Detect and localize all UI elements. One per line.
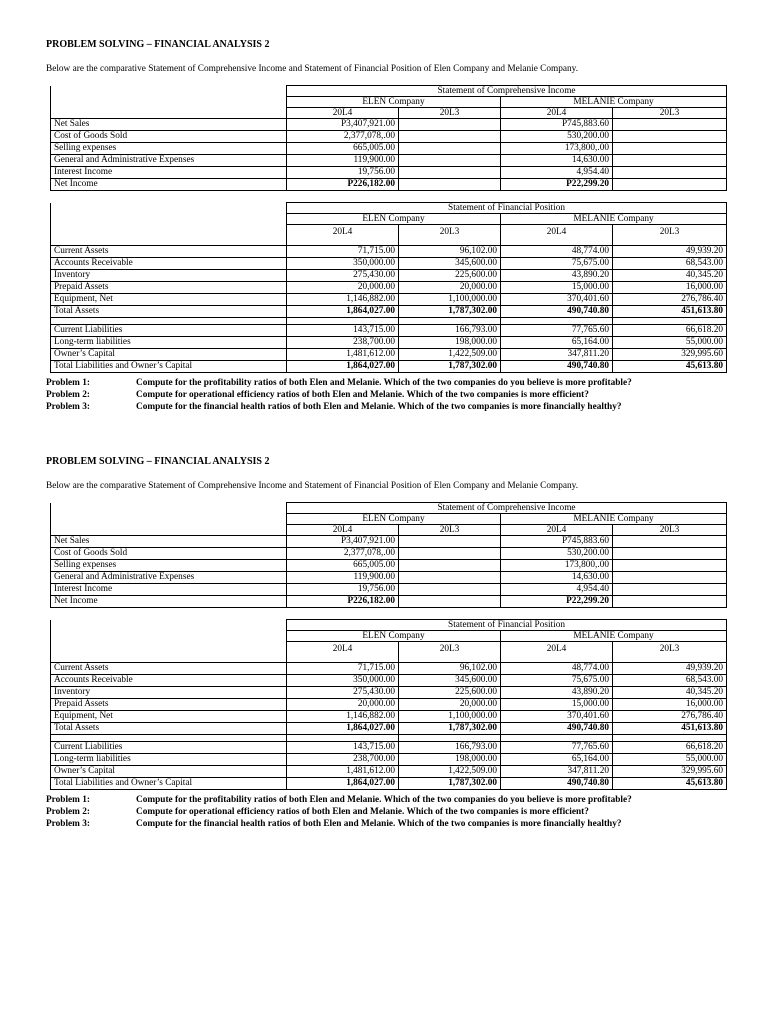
- row-value: 1,864,027.00: [287, 778, 399, 790]
- row-value: 49,939.20: [613, 663, 727, 675]
- table-row: [51, 325, 727, 337]
- table-row: [51, 131, 727, 143]
- row-value: 530,200.00: [501, 548, 613, 560]
- row-value: [399, 167, 501, 179]
- row-value: 347,811.20: [501, 766, 613, 778]
- table-row: [51, 742, 727, 754]
- row-label: Long-term liabilities: [51, 754, 287, 766]
- row-label: Selling expenses: [51, 143, 287, 155]
- row-value: 329,995.60: [613, 766, 727, 778]
- row-value: 238,700.00: [287, 754, 399, 766]
- year-header: 20L4: [501, 108, 613, 119]
- row-value: 15,000.00: [501, 699, 613, 711]
- row-value: 451,613.80: [613, 723, 727, 735]
- table-row: [51, 584, 727, 596]
- row-value: 1,864,027.00: [287, 306, 399, 318]
- row-label: Current Liabilities: [51, 325, 287, 337]
- row-value: 68,543.00: [613, 258, 727, 270]
- row-value: 276,786.40: [613, 294, 727, 306]
- row-label: Net Sales: [51, 119, 287, 131]
- problem-item: [46, 390, 726, 401]
- row-value: 55,000.00: [613, 754, 727, 766]
- row-label: Accounts Receivable: [51, 258, 287, 270]
- row-value: 350,000.00: [287, 675, 399, 687]
- table-row: [51, 548, 727, 560]
- row-value: 347,811.20: [501, 349, 613, 361]
- company-b-label: MELANIE Company: [501, 514, 727, 525]
- table-row: [51, 270, 727, 282]
- page-title: PROBLEM SOLVING – FINANCIAL ANALYSIS 2: [46, 39, 270, 50]
- row-label: Inventory: [51, 687, 287, 699]
- row-label: Equipment, Net: [51, 294, 287, 306]
- table-row: [51, 306, 727, 318]
- row-value: 1,146,882.00: [287, 294, 399, 306]
- row-value: 166,793.00: [399, 742, 501, 754]
- row-value: 75,675.00: [501, 258, 613, 270]
- row-value: [399, 155, 501, 167]
- row-value: 45,613.80: [613, 778, 727, 790]
- row-value: 238,700.00: [287, 337, 399, 349]
- year-header: 20L3: [613, 642, 727, 663]
- row-value: [613, 548, 727, 560]
- problem-item: [46, 402, 726, 413]
- row-value: 275,430.00: [287, 270, 399, 282]
- row-label: Cost of Goods Sold: [51, 131, 287, 143]
- row-value: P745,883.60: [501, 536, 613, 548]
- row-value: 119,900.00: [287, 572, 399, 584]
- row-value: 71,715.00: [287, 663, 399, 675]
- worksheet-copy-2: [46, 457, 726, 867]
- table-row: [51, 337, 727, 349]
- problem-label: Problem 3:: [46, 402, 90, 412]
- row-value: 1,864,027.00: [287, 723, 399, 735]
- row-value: [613, 155, 727, 167]
- problem-text: Compute for operational efficiency ratios of both Elen and Melanie. Which of the two companies is more efficient?: [136, 807, 589, 817]
- row-value: [399, 548, 501, 560]
- row-label: Net Income: [51, 596, 287, 608]
- year-header: 20L3: [613, 525, 727, 536]
- row-label: Long-term liabilities: [51, 337, 287, 349]
- row-value: [399, 560, 501, 572]
- table-row: [51, 294, 727, 306]
- row-value: 4,954.40: [501, 167, 613, 179]
- row-value: 1,787,302.00: [399, 778, 501, 790]
- row-value: 490,740.80: [501, 306, 613, 318]
- position-heading: Statement of Financial Position: [287, 203, 727, 214]
- table-row: [51, 536, 727, 548]
- problem-label: Problem 1:: [46, 378, 90, 388]
- table-row: [51, 560, 727, 572]
- table-row: [51, 179, 727, 191]
- row-value: 143,715.00: [287, 325, 399, 337]
- problem-text: Compute for the financial health ratios of both Elen and Melanie. Which of the two companies is more financially healthy?: [136, 402, 622, 412]
- row-value: 665,005.00: [287, 143, 399, 155]
- problem-text: Compute for the profitability ratios of both Elen and Melanie. Which of the two companies do you believe is more profitable?: [136, 795, 632, 805]
- row-value: 1,481,612.00: [287, 349, 399, 361]
- row-value: 345,600.00: [399, 675, 501, 687]
- row-value: 345,600.00: [399, 258, 501, 270]
- row-value: 1,481,612.00: [287, 766, 399, 778]
- row-value: [613, 572, 727, 584]
- table-row: [51, 687, 727, 699]
- row-value: [613, 131, 727, 143]
- row-value: P3,407,921.00: [287, 119, 399, 131]
- row-value: 45,613.80: [613, 361, 727, 373]
- row-value: [399, 143, 501, 155]
- row-label: Net Income: [51, 179, 287, 191]
- page-title: PROBLEM SOLVING – FINANCIAL ANALYSIS 2: [46, 456, 270, 467]
- row-label: Prepaid Assets: [51, 282, 287, 294]
- row-label: Prepaid Assets: [51, 699, 287, 711]
- year-header: 20L4: [287, 225, 399, 246]
- intro-text: Below are the comparative Statement of Comprehensive Income and Statement of Financial Position of Elen Company and Melanie Company.: [46, 64, 579, 74]
- row-value: 1,787,302.00: [399, 306, 501, 318]
- row-value: [613, 596, 727, 608]
- problems-list: [46, 795, 726, 831]
- row-value: 96,102.00: [399, 663, 501, 675]
- row-label: Equipment, Net: [51, 711, 287, 723]
- row-value: P745,883.60: [501, 119, 613, 131]
- row-value: 276,786.40: [613, 711, 727, 723]
- row-label: Owner’s Capital: [51, 349, 287, 361]
- row-label: Net Sales: [51, 536, 287, 548]
- row-value: 20,000.00: [399, 699, 501, 711]
- company-a-label: ELEN Company: [287, 97, 501, 108]
- year-header: 20L3: [613, 225, 727, 246]
- intro-text: Below are the comparative Statement of Comprehensive Income and Statement of Financial Position of Elen Company and Melanie Company.: [46, 481, 579, 491]
- row-value: 20,000.00: [399, 282, 501, 294]
- row-label: Inventory: [51, 270, 287, 282]
- row-value: [613, 119, 727, 131]
- table-row: [51, 766, 727, 778]
- problem-text: Compute for the financial health ratios of both Elen and Melanie. Which of the two companies is more financially healthy?: [136, 819, 622, 829]
- row-label: Current Assets: [51, 246, 287, 258]
- income-heading: Statement of Comprehensive Income: [287, 503, 727, 514]
- table-row: [51, 754, 727, 766]
- row-value: 198,000.00: [399, 337, 501, 349]
- company-a-label: ELEN Company: [287, 631, 501, 642]
- row-value: 75,675.00: [501, 675, 613, 687]
- year-header: 20L4: [287, 108, 399, 119]
- row-value: [613, 167, 727, 179]
- year-header: 20L3: [399, 225, 501, 246]
- row-value: 225,600.00: [399, 270, 501, 282]
- row-value: [613, 143, 727, 155]
- table-row: [51, 167, 727, 179]
- row-value: P226,182.00: [287, 596, 399, 608]
- row-value: [613, 179, 727, 191]
- row-value: 370,401.60: [501, 711, 613, 723]
- row-value: 490,740.80: [501, 361, 613, 373]
- row-value: 40,345.20: [613, 687, 727, 699]
- row-value: 14,630.00: [501, 155, 613, 167]
- year-header: 20L4: [501, 525, 613, 536]
- row-value: 1,100,000.00: [399, 294, 501, 306]
- row-value: 48,774.00: [501, 663, 613, 675]
- problem-label: Problem 2:: [46, 390, 90, 400]
- row-label: Cost of Goods Sold: [51, 548, 287, 560]
- row-label: Total Liabilities and Owner’s Capital: [51, 361, 287, 373]
- table-row: [51, 778, 727, 790]
- row-value: 48,774.00: [501, 246, 613, 258]
- row-value: 1,100,000.00: [399, 711, 501, 723]
- row-label: General and Administrative Expenses: [51, 155, 287, 167]
- row-value: 43,890.20: [501, 270, 613, 282]
- year-header: 20L3: [399, 108, 501, 119]
- row-label: Interest Income: [51, 584, 287, 596]
- row-value: [399, 536, 501, 548]
- table-row: [51, 349, 727, 361]
- row-value: [399, 119, 501, 131]
- row-value: [613, 560, 727, 572]
- row-value: 43,890.20: [501, 687, 613, 699]
- year-header: 20L4: [287, 642, 399, 663]
- table-row: [51, 361, 727, 373]
- problem-label: Problem 1:: [46, 795, 90, 805]
- row-value: [399, 572, 501, 584]
- table-row: [51, 258, 727, 270]
- problem-item: [46, 378, 726, 389]
- row-value: 1,787,302.00: [399, 723, 501, 735]
- row-value: 530,200.00: [501, 131, 613, 143]
- row-value: [399, 584, 501, 596]
- row-value: 4,954.40: [501, 584, 613, 596]
- row-value: [399, 179, 501, 191]
- row-value: 119,900.00: [287, 155, 399, 167]
- income-statement-table: [50, 85, 727, 191]
- table-row: [51, 155, 727, 167]
- problem-item: [46, 807, 726, 818]
- row-value: 15,000.00: [501, 282, 613, 294]
- row-value: 225,600.00: [399, 687, 501, 699]
- company-a-label: ELEN Company: [287, 514, 501, 525]
- row-value: 370,401.60: [501, 294, 613, 306]
- row-value: 166,793.00: [399, 325, 501, 337]
- row-value: 350,000.00: [287, 258, 399, 270]
- row-value: 451,613.80: [613, 306, 727, 318]
- table-row: [51, 572, 727, 584]
- row-label: Selling expenses: [51, 560, 287, 572]
- row-value: 20,000.00: [287, 282, 399, 294]
- financial-position-table: [50, 202, 727, 373]
- row-value: 490,740.80: [501, 723, 613, 735]
- row-value: 1,422,509.00: [399, 349, 501, 361]
- problem-text: Compute for the profitability ratios of both Elen and Melanie. Which of the two companies do you believe is more profitable?: [136, 378, 632, 388]
- worksheet-copy-1: [46, 40, 726, 450]
- row-value: 16,000.00: [613, 282, 727, 294]
- row-value: 198,000.00: [399, 754, 501, 766]
- row-label: Total Assets: [51, 306, 287, 318]
- row-value: 665,005.00: [287, 560, 399, 572]
- row-value: P226,182.00: [287, 179, 399, 191]
- year-header: 20L4: [501, 225, 613, 246]
- row-value: 1,146,882.00: [287, 711, 399, 723]
- table-row: [51, 711, 727, 723]
- row-value: 19,756.00: [287, 167, 399, 179]
- row-value: 1,787,302.00: [399, 361, 501, 373]
- table-row: [51, 663, 727, 675]
- row-value: 65,164.00: [501, 337, 613, 349]
- year-header: 20L4: [501, 642, 613, 663]
- income-heading: Statement of Comprehensive Income: [287, 86, 727, 97]
- table-row: [51, 675, 727, 687]
- row-value: 143,715.00: [287, 742, 399, 754]
- company-b-label: MELANIE Company: [501, 214, 727, 225]
- problem-label: Problem 2:: [46, 807, 90, 817]
- table-row: [51, 596, 727, 608]
- row-label: Total Liabilities and Owner’s Capital: [51, 778, 287, 790]
- row-value: 40,345.20: [613, 270, 727, 282]
- row-value: P22,299.20: [501, 596, 613, 608]
- row-value: 55,000.00: [613, 337, 727, 349]
- row-value: 14,630.00: [501, 572, 613, 584]
- table-row: [51, 119, 727, 131]
- row-value: 2,377,078,.00: [287, 131, 399, 143]
- row-value: 66,618.20: [613, 742, 727, 754]
- year-header: 20L3: [399, 525, 501, 536]
- row-label: Current Liabilities: [51, 742, 287, 754]
- row-value: P22,299.20: [501, 179, 613, 191]
- table-row: [51, 246, 727, 258]
- position-heading: Statement of Financial Position: [287, 620, 727, 631]
- table-row: [51, 143, 727, 155]
- row-label: Accounts Receivable: [51, 675, 287, 687]
- row-value: 173,800,.00: [501, 560, 613, 572]
- year-header: 20L4: [287, 525, 399, 536]
- year-header: 20L3: [399, 642, 501, 663]
- year-header: 20L3: [613, 108, 727, 119]
- row-value: 65,164.00: [501, 754, 613, 766]
- company-b-label: MELANIE Company: [501, 97, 727, 108]
- table-row: [51, 723, 727, 735]
- row-value: 490,740.80: [501, 778, 613, 790]
- row-value: 1,422,509.00: [399, 766, 501, 778]
- income-statement-table: [50, 502, 727, 608]
- company-a-label: ELEN Company: [287, 214, 501, 225]
- row-value: 68,543.00: [613, 675, 727, 687]
- table-row: [51, 699, 727, 711]
- row-value: 1,864,027.00: [287, 361, 399, 373]
- row-value: 66,618.20: [613, 325, 727, 337]
- table-row: [51, 282, 727, 294]
- row-label: Current Assets: [51, 663, 287, 675]
- row-value: 20,000.00: [287, 699, 399, 711]
- row-label: General and Administrative Expenses: [51, 572, 287, 584]
- row-value: 71,715.00: [287, 246, 399, 258]
- row-value: 96,102.00: [399, 246, 501, 258]
- row-value: [399, 131, 501, 143]
- row-value: [613, 536, 727, 548]
- problem-item: [46, 819, 726, 830]
- row-value: 329,995.60: [613, 349, 727, 361]
- row-value: 49,939.20: [613, 246, 727, 258]
- row-label: Total Assets: [51, 723, 287, 735]
- row-value: [399, 596, 501, 608]
- problem-text: Compute for operational efficiency ratios of both Elen and Melanie. Which of the two companies is more efficient?: [136, 390, 589, 400]
- row-value: 77,765.60: [501, 742, 613, 754]
- problems-list: [46, 378, 726, 414]
- row-value: P3,407,921.00: [287, 536, 399, 548]
- problem-label: Problem 3:: [46, 819, 90, 829]
- row-label: Owner’s Capital: [51, 766, 287, 778]
- row-value: 16,000.00: [613, 699, 727, 711]
- row-value: 19,756.00: [287, 584, 399, 596]
- problem-item: [46, 795, 726, 806]
- row-value: 77,765.60: [501, 325, 613, 337]
- row-value: 173,800,.00: [501, 143, 613, 155]
- financial-position-table: [50, 619, 727, 790]
- row-value: 2,377,078,.00: [287, 548, 399, 560]
- row-value: [613, 584, 727, 596]
- row-label: Interest Income: [51, 167, 287, 179]
- company-b-label: MELANIE Company: [501, 631, 727, 642]
- row-value: 275,430.00: [287, 687, 399, 699]
